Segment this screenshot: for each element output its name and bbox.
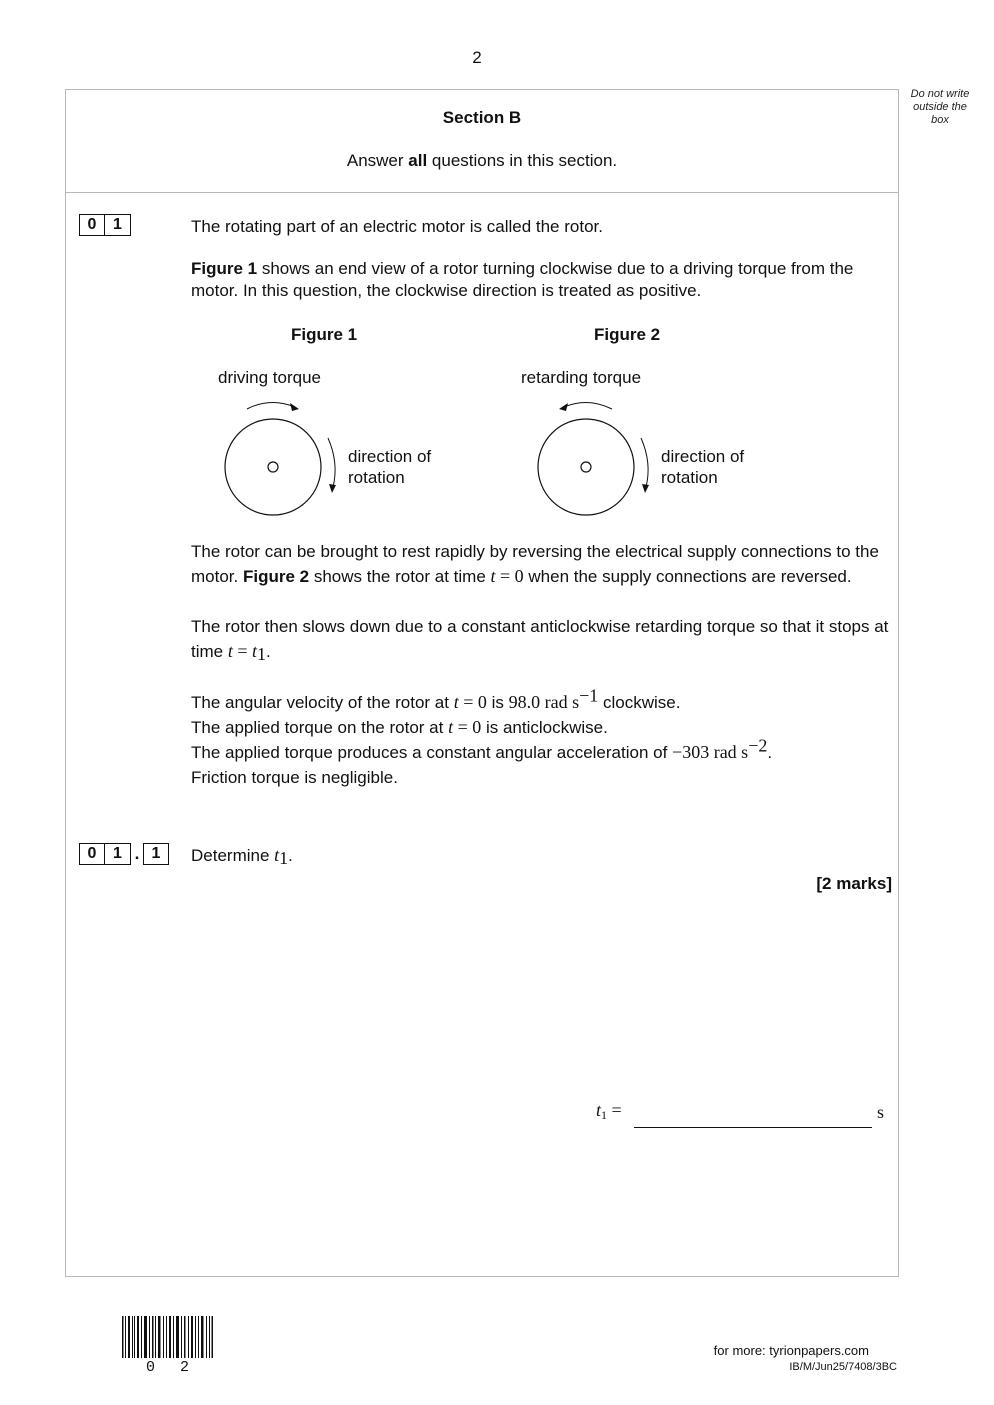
reversal-paragraph: The rotor can be brought to rest rapidly by reversing the electrical supply connections to the motor. Figure 2 shows the rotor at time t = 0 when the supply connections are reversed. [191,542,879,586]
footer-code: IB/M/Jun25/7408/3BC [789,1361,897,1373]
figure-1-rotation-label: direction of rotation [348,447,432,487]
marks-label: [2 marks] [816,874,892,893]
rotor-axle [268,462,278,472]
intro-text: The rotating part of an electric motor is called the rotor. [191,217,603,236]
answer-label: $t_1$ = [596,1100,622,1122]
margin-note: Do not write outside the box [910,88,970,126]
answer-unit: s [877,1102,885,1122]
section-instruction: Answer all questions in this section. [346,151,618,170]
angular-acceleration-line: The applied torque produces a constant angular acceleration of −303 rad $s^{-2}$. [191,735,773,762]
arrowhead-icon [559,403,568,411]
question-dot: . [134,844,140,863]
driving-torque-arrow [247,402,295,409]
figure-2-diagram [528,395,668,525]
question-digit: 0 [79,214,105,236]
slowdown-paragraph: The rotor then slows down due to a constant anticlockwise retarding torque so that it stops at time $t = t_1$. [191,617,889,664]
question-prompt: Determine $t_1$. [191,845,293,868]
section-title: Section B [442,108,522,127]
rotation-direction-arrow [641,438,648,487]
arrowhead-icon [642,484,649,493]
arrowhead-icon [290,403,299,411]
question-digit: 1 [105,843,131,865]
angular-velocity-line: The angular velocity of the rotor at t = 0 is 98.0 rad $s^{-1}$ clockwise. [191,685,681,712]
question-number-01 [79,214,131,236]
rotor-disc [538,419,634,515]
figure-2-torque-label: retarding torque [521,368,642,387]
figure-2-rotation-label: direction of rotation [661,447,745,487]
question-digit: 1 [143,843,169,865]
question-digit: 0 [79,843,105,865]
rotor-axle [581,462,591,472]
rotation-direction-arrow [328,438,335,487]
given-data [191,685,891,790]
section-divider [65,192,899,193]
figure-reference-paragraph: Figure 1 shows an end view of a rotor turning clockwise due to a driving torque from the motor. In this question, the clockwise direction is treated as positive. [191,259,854,300]
friction-line: Friction torque is negligible. [191,768,398,787]
figure-2-caption: Figure 2 [594,325,661,344]
footer-website: for more: tyrionpapers.com [713,1343,869,1358]
barcode-digits: 0 2 [146,1359,198,1376]
retarding-torque-arrow [564,402,612,409]
barcode-icon [122,1316,214,1358]
applied-torque-line: The applied torque on the rotor at t = 0 is anticlockwise. [191,717,608,737]
question-number-01-1 [79,843,169,865]
rotor-disc [225,419,321,515]
arrowhead-icon [329,484,336,493]
page-number: 2 [472,48,482,67]
figure-1-diagram [215,395,355,525]
figure-1-caption: Figure 1 [291,325,358,344]
question-digit: 1 [105,214,131,236]
answer-input-line[interactable] [634,1127,872,1128]
figure-1-torque-label: driving torque [218,368,322,387]
